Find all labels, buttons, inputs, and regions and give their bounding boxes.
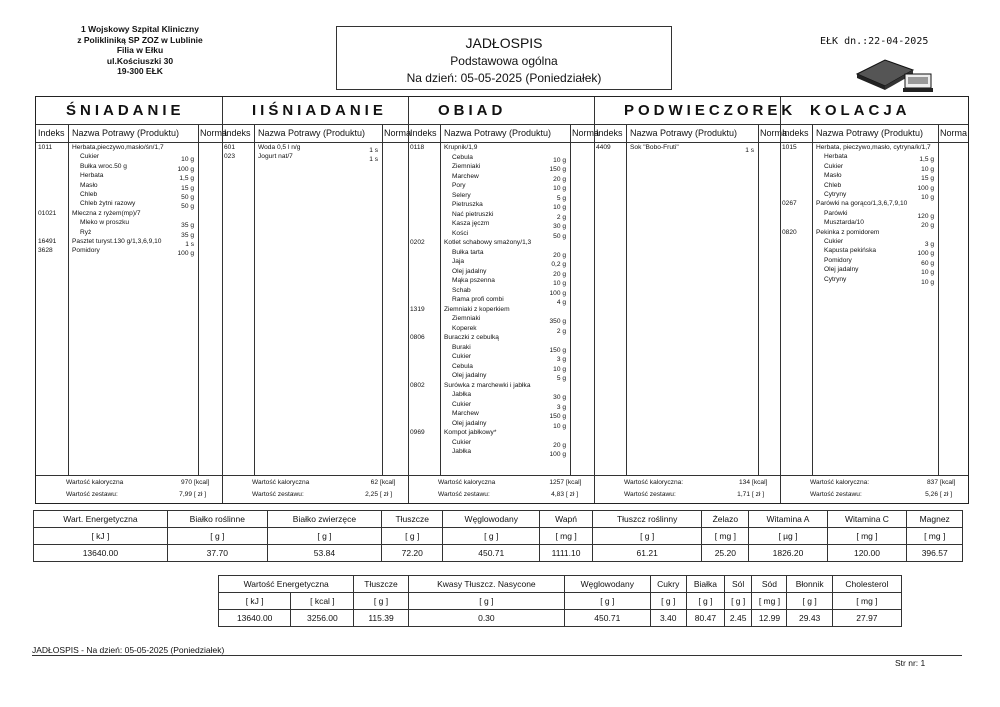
dish-index: 0118: [410, 144, 425, 151]
dish-index: 023: [224, 153, 236, 161]
page-title: JADŁOSPIS: [465, 35, 543, 51]
cost-label: Wartość zestawu:: [252, 491, 304, 498]
dish-name: Surówka z marchewki i jabłka: [444, 381, 531, 389]
cost-unit: [ zł ]: [194, 491, 207, 498]
institution-line: Filia w Ełku: [116, 45, 164, 55]
dish-name: Parówki na gorąco/1,3,6,7,9,10: [816, 200, 908, 208]
portion-norm: 5 g: [556, 194, 566, 202]
portion-norm: 3 g: [556, 403, 566, 411]
column-divider: [626, 124, 627, 475]
column-header-name: Nazwa Potrawy (Produktu): [258, 128, 366, 138]
column-divider: [812, 124, 813, 475]
portion-norm: 2 g: [556, 213, 566, 221]
calorie-label: Wartość kaloryczna: [66, 479, 124, 486]
nutrient-value: 1826.20: [749, 545, 827, 562]
dish-name: Herbata,pieczywo,masło/śn/1,7: [72, 144, 164, 151]
nutrient-unit: [ g ]: [443, 528, 540, 545]
calorie-value: 134: [738, 479, 750, 486]
ingredient-name: Cukier: [452, 438, 472, 446]
ingredient-name: Kapusta pekińska: [824, 247, 877, 255]
column-header-name: Nazwa Potrawy (Produktu): [72, 128, 180, 138]
calorie-unit: [kcal]: [380, 479, 396, 486]
nutrient-unit: [ mg ]: [752, 593, 787, 610]
portion-norm: 10 g: [553, 365, 566, 373]
nutrient-header: Wapń: [540, 511, 593, 528]
column-divider: [382, 124, 383, 475]
nutrient-unit: [ g ]: [382, 528, 443, 545]
portion-norm: 10 g: [921, 194, 934, 201]
nutrition-facts-header-row: [219, 576, 902, 593]
ingredient-name: Cukier: [80, 153, 100, 161]
column-header-name: Nazwa Potrawy (Produktu): [444, 128, 552, 138]
dish-name: Herbata, pieczywo,masło, cytryna/k/1,7: [816, 144, 931, 151]
ingredient-name: Cukier: [452, 400, 472, 408]
dish-index: 1015: [782, 144, 797, 151]
meal-title: ŚNIADANIE: [66, 101, 185, 119]
column-header-norm: Norma: [572, 128, 600, 138]
portion-norm: 150 g: [549, 346, 566, 354]
nutrient-value: 29.43: [787, 610, 832, 627]
portion-norm: 30 g: [553, 223, 566, 230]
portion-norm: 100 g: [177, 250, 194, 258]
nutrient-unit: [ g ]: [593, 528, 702, 545]
dish-name: Woda 0,5 l n/g: [258, 144, 301, 151]
nutrient-header: Cholesterol: [832, 576, 901, 593]
title-box: [336, 26, 672, 90]
nutrition-facts-unit-row: [219, 593, 902, 610]
portion-norm: 10 g: [553, 185, 566, 192]
menu-date: Na dzień: 05-05-2025 (Poniedziałek): [406, 71, 602, 85]
portion-norm: 100 g: [549, 451, 566, 458]
meal-title: KOLACJA: [810, 101, 911, 119]
dish-index: 601: [224, 144, 236, 151]
portion-norm: 20 g: [553, 175, 566, 183]
calorie-label: Wartość kaloryczna:: [810, 479, 870, 486]
footer-caption: JADŁOSPIS - Na dzień: 05-05-2025 (Poniedziałek): [32, 645, 225, 655]
column-divider: [570, 124, 571, 475]
nutrient-value: 13640.00: [34, 545, 168, 562]
cost-value: 5,26: [925, 491, 938, 498]
dish-index: 1011: [38, 144, 53, 151]
nutrient-unit: [ g ]: [354, 593, 408, 610]
calorie-value: 62: [370, 479, 378, 486]
nutrient-unit: [ mg ]: [907, 528, 963, 545]
cost-label: Wartość zestawu:: [66, 491, 118, 498]
portion-norm: 150 g: [549, 166, 566, 173]
ingredient-name: Marchew: [452, 410, 479, 417]
nutrient-header: Tłuszcz roślinny: [593, 511, 702, 528]
grid-divider: [36, 142, 968, 143]
dish-name: Kotlet schabowy smażony/1,3: [444, 239, 532, 246]
dish-index: 0802: [410, 381, 425, 389]
portion-norm: 3 g: [556, 356, 566, 363]
portion-norm: 350 g: [549, 318, 566, 325]
nutrient-header: Witamina A: [749, 511, 827, 528]
dish-name: Pasztet turyst.130 g/1,3,6,9,10: [72, 238, 162, 245]
ingredient-name: Cukier: [824, 162, 844, 170]
column-header-norm: Norma: [200, 128, 228, 138]
nutrient-header: Błonnik: [787, 576, 832, 593]
nutrient-value: 37.70: [167, 545, 267, 562]
dish-index: 1319: [410, 305, 425, 313]
portion-norm: 5 g: [556, 375, 566, 382]
portion-norm: 1 s: [185, 241, 194, 248]
calorie-label: Wartość kaloryczna: [438, 479, 496, 486]
dish-index: 0202: [410, 239, 425, 246]
column-header-index: Indeks: [38, 128, 65, 138]
column-divider: [938, 124, 939, 475]
ingredient-name: Cukier: [452, 353, 472, 360]
print-date: EŁK dn.:22-04-2025: [820, 36, 929, 47]
ingredient-name: Kasza jęczm: [452, 220, 490, 227]
ingredient-name: Olej jadalny: [452, 419, 487, 427]
meal-title: PODWIECZOREK: [624, 101, 797, 119]
nutrient-value: 12.99: [752, 610, 787, 627]
ingredient-name: Masło: [80, 181, 98, 189]
ingredient-name: Olej jadalny: [452, 372, 487, 379]
nutrient-unit: [ g ]: [167, 528, 267, 545]
cost-label: Wartość zestawu:: [810, 491, 862, 498]
portion-norm: 10 g: [553, 422, 566, 430]
ingredient-name: Cytryny: [824, 191, 847, 198]
nutrient-unit: [ mg ]: [827, 528, 907, 545]
nutrient-unit: [ g ]: [408, 593, 564, 610]
nutrient-header: Białka: [686, 576, 724, 593]
cost-label: Wartość zestawu:: [624, 491, 676, 498]
page-number: Str nr: 1: [895, 658, 926, 668]
ingredient-name: Schab: [452, 286, 471, 294]
column-header-norm: Norma: [940, 128, 968, 138]
portion-norm: 60 g: [921, 259, 934, 267]
nutrient-header: Żelazo: [702, 511, 749, 528]
nutrient-value: 115.39: [354, 610, 408, 627]
ingredient-name: Chleb: [824, 181, 842, 189]
portion-norm: 20 g: [921, 222, 934, 230]
cost-unit: [ zł ]: [380, 491, 393, 498]
dish-name: Buraczki z cebulką: [444, 334, 499, 341]
calorie-value: 1257: [549, 479, 564, 486]
portion-norm: 15 g: [181, 184, 194, 192]
ingredient-name: Jabłka: [452, 391, 472, 398]
calorie-unit: [kcal]: [194, 479, 210, 486]
dish-index: 0969: [410, 429, 425, 436]
calorie-unit: [kcal]: [940, 479, 956, 486]
dish-index: 4409: [596, 144, 611, 151]
dish-index: 01021: [38, 209, 57, 217]
column-header-index: Indeks: [410, 128, 437, 138]
diet-type: Podstawowa ogólna: [450, 54, 558, 68]
ingredient-name: Jaja: [452, 258, 465, 265]
nutrient-header: Tłuszcze: [354, 576, 408, 593]
ingredient-name: Olej jadalny: [452, 267, 487, 275]
ingredient-name: Koperek: [452, 324, 477, 332]
column-divider: [68, 124, 69, 475]
nutrient-header: Sód: [752, 576, 787, 593]
ingredient-name: Pomidory: [824, 256, 852, 264]
dish-name: Jogurt nat/7: [258, 153, 293, 161]
ingredient-name: Buraki: [452, 343, 471, 351]
nutrient-header: Sól: [724, 576, 752, 593]
portion-norm: 10 g: [921, 278, 934, 286]
portion-norm: 1 s: [745, 147, 754, 154]
calorie-value: 837: [926, 479, 938, 486]
nutrient-value: 450.71: [565, 610, 650, 627]
nutrient-header: Kwasy Tłuszcz. Nasycone: [408, 576, 564, 593]
ingredient-name: Chleb: [80, 191, 98, 198]
nutrient-value: 3256.00: [291, 610, 354, 627]
cost-unit: [ zł ]: [566, 491, 579, 498]
ingredient-name: Ryż: [80, 228, 92, 236]
ingredient-name: Bułka tarta: [452, 248, 484, 256]
portion-norm: 10 g: [921, 165, 934, 173]
calorie-value: 970: [180, 479, 192, 486]
ingredient-name: Kości: [452, 229, 469, 237]
meal-divider: [222, 97, 223, 503]
institution-line: 1 Wojskowy Szpital Kliniczny: [81, 24, 199, 34]
column-header-index: Indeks: [782, 128, 809, 138]
institution-line: z Polikliniką SP ZOZ w Lublinie: [77, 34, 203, 45]
dish-name: Krupnik/1,9: [444, 144, 478, 151]
portion-norm: 150 g: [549, 413, 566, 420]
portion-norm: 10 g: [553, 204, 566, 211]
portion-norm: 0,2 g: [551, 261, 566, 268]
dish-index: 0806: [410, 334, 425, 341]
cost-value: 4,83: [551, 491, 564, 498]
nutrient-value: 53.84: [267, 545, 381, 562]
portion-norm: 100 g: [917, 250, 934, 258]
ingredient-name: Mleko w proszku: [80, 219, 130, 227]
ingredient-name: Herbata: [80, 172, 104, 180]
ingredient-name: Pietruszka: [452, 201, 483, 208]
column-divider: [758, 124, 759, 475]
cost-value: 1,71: [737, 491, 750, 498]
ingredient-name: Cebula: [452, 153, 473, 161]
nutrient-value: 1111.10: [540, 545, 593, 562]
dish-name: Sok "Bobo-Fruti": [630, 144, 679, 151]
ingredient-name: Marchew: [452, 172, 479, 180]
dish-index: 16491: [38, 238, 57, 245]
portion-norm: 10 g: [181, 156, 194, 164]
footer-divider: [32, 655, 962, 656]
nutrition-value-row: [34, 545, 963, 562]
calorie-unit: [kcal]: [566, 479, 582, 486]
portion-norm: 30 g: [553, 394, 566, 401]
institution-line: ul.Kościuszki 30: [106, 55, 174, 66]
meal-title: OBIAD: [438, 101, 507, 119]
column-header-index: Indeks: [596, 128, 623, 138]
portion-norm: 1,5 g: [919, 156, 934, 164]
nutrient-unit: [ mg ]: [540, 528, 593, 545]
portion-norm: 10 g: [553, 156, 566, 164]
calorie-label: Wartość kaloryczna:: [624, 479, 684, 486]
nutrient-header: Magnez: [907, 511, 963, 528]
dish-index: 0820: [782, 228, 797, 236]
meal-divider: [594, 97, 595, 503]
cost-label: Wartość zestawu:: [438, 491, 490, 498]
portion-norm: 120 g: [917, 212, 934, 220]
portion-norm: 15 g: [921, 175, 934, 183]
nutrient-header: Węglowodany: [443, 511, 540, 528]
portion-norm: 35 g: [181, 231, 194, 239]
column-header-name: Nazwa Potrawy (Produktu): [816, 128, 924, 138]
nutrient-unit: [ kcal ]: [291, 593, 354, 610]
nutrient-value: 72.20: [382, 545, 443, 562]
nutrient-value: 396.57: [907, 545, 963, 562]
ingredient-name: Cebula: [452, 362, 473, 370]
dish-name: Kompot jabłkowy*: [444, 429, 497, 436]
column-divider: [440, 124, 441, 475]
nutrient-value: 120.00: [827, 545, 907, 562]
ingredient-name: Olej jadalny: [824, 266, 859, 274]
portion-norm: 10 g: [553, 280, 566, 287]
portion-norm: 50 g: [553, 232, 566, 240]
meal-divider: [408, 97, 409, 503]
nutrient-header: Białko roślinne: [167, 511, 267, 528]
dish-name: Pekinka z pomidorem: [816, 228, 880, 236]
ingredient-name: Mąka pszenna: [452, 277, 495, 284]
dish-name: Mleczna z ryżem(mp)/7: [72, 209, 141, 217]
portion-norm: 1,5 g: [179, 175, 194, 183]
ingredient-name: Rama profi combi: [452, 296, 504, 303]
nutrition-facts-value-row: [219, 610, 902, 627]
portion-norm: 50 g: [181, 194, 194, 201]
nutrient-unit: [ g ]: [787, 593, 832, 610]
portion-norm: 100 g: [549, 289, 566, 297]
column-header-norm: Norma: [384, 128, 412, 138]
nutrition-facts-table: [218, 575, 902, 627]
institution-line: 19-300 EŁK: [117, 66, 163, 76]
nutrient-unit: [ g ]: [650, 593, 686, 610]
cost-unit: [ zł ]: [940, 491, 953, 498]
nutrient-unit: [ g ]: [565, 593, 650, 610]
grid-divider: [36, 475, 968, 476]
cost-value: 7,99: [179, 491, 192, 498]
column-divider: [254, 124, 255, 475]
portion-norm: 100 g: [177, 165, 194, 173]
ingredient-name: Herbata: [824, 153, 848, 161]
ingredient-name: Masło: [824, 172, 842, 180]
cost-value: 2,25: [365, 491, 378, 498]
nutrition-summary-table: [33, 510, 963, 562]
column-header-norm: Norma: [760, 128, 788, 138]
portion-norm: 4 g: [556, 299, 566, 306]
ingredient-name: Nać pietruszki: [452, 210, 494, 218]
nutrient-unit: [ mg ]: [702, 528, 749, 545]
nutrient-unit: [ g ]: [724, 593, 752, 610]
nutrition-unit-row: [34, 528, 963, 545]
nutrient-unit: [ mg ]: [832, 593, 901, 610]
nutrition-header-row: [34, 511, 963, 528]
ingredient-name: Selery: [452, 191, 471, 199]
nutrient-value: 0.30: [408, 610, 564, 627]
portion-norm: 3 g: [924, 241, 934, 248]
meal-divider: [780, 97, 781, 503]
nutrient-unit: [ kJ ]: [219, 593, 291, 610]
nutrient-unit: [ g ]: [686, 593, 724, 610]
nutrient-unit: [ g ]: [267, 528, 381, 545]
ingredient-name: Pory: [452, 182, 466, 189]
nutrient-value: 13640.00: [219, 610, 291, 627]
nutrient-value: 25.20: [702, 545, 749, 562]
nutrient-header: Białko zwierzęce: [267, 511, 381, 528]
nutrient-value: 450.71: [443, 545, 540, 562]
laptop-icon: [855, 54, 935, 99]
meal-grid: [35, 96, 969, 504]
nutrient-value: 80.47: [686, 610, 724, 627]
meal-title: IIŚNIADANIE: [252, 101, 387, 119]
portion-norm: 10 g: [921, 269, 934, 277]
portion-norm: 20 g: [553, 251, 566, 259]
dish-name: Ziemniaki z koperkiem: [444, 305, 510, 313]
institution-address: [40, 24, 240, 77]
nutrient-unit: [ kJ ]: [34, 528, 168, 545]
ingredient-name: Jabłka: [452, 448, 472, 455]
nutrient-value: 27.97: [832, 610, 901, 627]
nutrient-value: 3.40: [650, 610, 686, 627]
nutrient-unit: [ µg ]: [749, 528, 827, 545]
portion-norm: 35 g: [181, 222, 194, 230]
ingredient-name: Musztarda/10: [824, 219, 864, 227]
column-divider: [198, 124, 199, 475]
portion-norm: 50 g: [181, 203, 194, 211]
nutrient-header: Cukry: [650, 576, 686, 593]
dish-index: 0267: [782, 200, 797, 208]
portion-norm: 1 s: [369, 156, 378, 164]
nutrient-value: 2.45: [724, 610, 752, 627]
ingredient-name: Ziemniaki: [452, 163, 481, 170]
cost-unit: [ zł ]: [752, 491, 765, 498]
ingredient-name: Ziemniaki: [452, 315, 481, 322]
column-header-name: Nazwa Potrawy (Produktu): [630, 128, 738, 138]
ingredient-name: Cukier: [824, 238, 844, 245]
nutrient-header: Wart. Energetyczna: [34, 511, 168, 528]
portion-norm: 2 g: [556, 327, 566, 335]
calorie-label: Wartość kaloryczna: [252, 479, 310, 486]
nutrient-header: Tłuszcze: [382, 511, 443, 528]
column-header-index: Indeks: [224, 128, 251, 138]
nutrient-value: 61.21: [593, 545, 702, 562]
nutrient-header: Węglowodany: [565, 576, 650, 593]
portion-norm: 1 s: [369, 147, 378, 154]
portion-norm: 100 g: [917, 184, 934, 192]
portion-norm: 20 g: [553, 441, 566, 449]
dish-index: 3628: [38, 247, 53, 255]
ingredient-name: Chleb żytni razowy: [80, 200, 136, 208]
ingredient-name: Bułka wroc.50 g: [80, 162, 127, 170]
ingredient-name: Parówki: [824, 209, 848, 217]
dish-name: Pomidory: [72, 247, 100, 255]
ingredient-name: Cytryny: [824, 275, 847, 283]
portion-norm: 20 g: [553, 270, 566, 278]
nutrient-header: Witamina C: [827, 511, 907, 528]
calorie-unit: [kcal]: [752, 479, 768, 486]
nutrient-header: Wartość Energetyczna: [219, 576, 354, 593]
